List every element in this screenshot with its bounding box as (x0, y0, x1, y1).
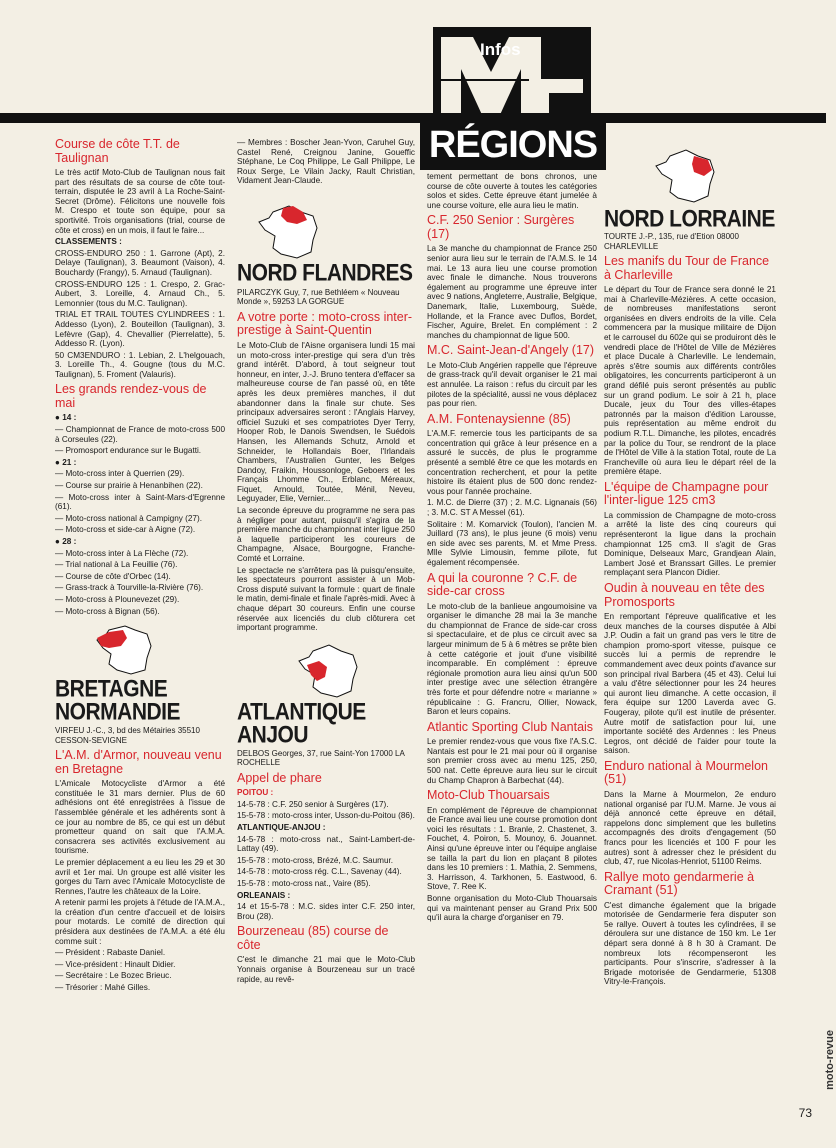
list-item: — Trésorier : Mahé Gilles. (55, 983, 151, 993)
page-number: 73 (798, 1106, 812, 1120)
list-item: — Secrétaire : Le Bozec Brieuc. (55, 971, 172, 981)
paragraph: Le Moto-Club Angérien rappelle que l'épreuve de grass-track qu'il devait organiser le 21 mai est annulée. La raison : refus du circuit par les pilotes de la spécialité, aussi ne vous déplacez pas pour rien. (427, 360, 597, 409)
france-map-bretagne-icon (95, 624, 155, 676)
france-map-atlantique-icon (297, 643, 361, 699)
header-rule (0, 113, 826, 123)
list-item: — Moto-cross national à Campigny (27). (55, 513, 202, 523)
list-item: — Moto-cross inter à Querrien (29). (55, 469, 185, 479)
infos-label: Infos (480, 40, 521, 59)
list-item: — Course sur prairie à Henanbihen (22). (55, 481, 203, 491)
list-item: 14-5-78 : C.F. 250 senior à Surgères (17). (237, 799, 389, 809)
correspondent: VIRFEU J.-C., 3, bd des Métairies 35510 CESSON-SEVIGNE (55, 726, 200, 745)
paragraph: L'Amicale Motocycliste d'Armor a été constituée le 31 mars dernier. Plus de 60 adhésions ont été enregistrées à l'issue de l'assemblée générale et les adhérents sont à ce jour au nombre de 85, ce qui est un début prometteur quand on sait que l'A.M.A. consacrera ses activités exclusivement au tourisme. (55, 779, 225, 856)
paragraph: L'A.M.F. remercie tous les participants de sa concentration qui grâce à leur présence en a assuré le succès, de plus le programme présenté a semblé être ce que les motards en concentration recherchent, et pour la petite histoire ils étaient plus de 500 donc rendez-vous pour l'année prochaine. (427, 429, 597, 496)
list-item: 14-5-78 : moto-cross rég. C.L., Savenay (44). (237, 867, 402, 877)
heading-cramant: Rallye moto gendarmerie à Cramant (51) (604, 869, 755, 898)
subheading: POITOU : (237, 788, 274, 798)
list-item: 15-5-78 : moto-cross, Brézé, M.C. Saumur. (237, 855, 394, 865)
paragraph: — Membres : Boscher Jean-Yvon, Caruhel Guy, Castel René, Creignou Janine, Goueffic Stéphane, Le Coq Philippe, Le Gall Philippe, Le Roux Serge, Le Vilain Jacky, Rault Christian, Vidament Jean-Claude. (237, 138, 415, 186)
magazine-name: moto-revue (824, 1030, 836, 1090)
list-item: — Promosport endurance sur le Bugatti. (55, 446, 202, 456)
paragraph: La commission de Champagne de moto-cross a arrêté la liste des cinq coureurs qui représenteront la ligue dans la prochain championnat 125 cm3. Il s'agit de Gras Dominique, Delseaux Marc, Grandjean Alain, Lambert José et Branssart Gilles. Le premier remplaçant sera Plancon Didier. (604, 510, 776, 578)
heading-saint-quentin: A votre porte : moto-cross inter-prestige à Saint-Quentin (237, 309, 413, 338)
list-item: — Président : Rabaste Daniel. (55, 948, 166, 958)
list-item: 15-5-78 : moto-cross nat., Vaire (85). (237, 879, 371, 889)
region-title-lorraine: NORD LORRAINE (604, 205, 775, 233)
subheading: ATLANTIQUE-ANJOU : (237, 823, 326, 833)
column-3 (427, 172, 597, 1138)
paragraph: Le départ du Tour de France sera donné le 21 mai à Charleville-Mézières. A cette occasion, de nombreuses manifestations seront organisées en divers endroits de la ville. Cela commencera par la musique militaire de Dijon et le carrousel du 602e qui se produiront dès le vendredi place de l'Hôtel de Ville de Mézières et place Ducale à Charleville. Le lendemain, après s'être soumis aux différents contrôles obligatoires, les concurrents participeront à un grand défilé puis seront présentés au public sur un grand podium. Le soir à 21 h, place Ducale, jeux du Tour des villes-étapes patronnés par la maison d'édition Larousse, puis représentation au même endroit du podium R.T.L. Dimanche, les pilotes, encadrés par la police du Tour, se rendront de la place de l'Hôtel de Ville à la station Total, route de La Francheville où aura lieu le départ réel de la première étape. (604, 285, 776, 477)
heading-oudin: Oudin à nouveau en tête des Promosports (604, 581, 765, 609)
paragraph: C'est le dimanche 21 mai que le Moto-Club Yonnais organise à Bourzeneau sur un tracé rapide, au revê- (237, 955, 415, 984)
france-map-nord-icon (257, 204, 321, 260)
paragraph: tement permettant de bons chronos, une course de côte ouverte à toutes les catégories solos et sides. Cette épreuve étant jumelée à une course voiture, elle aura lieu le matin. (427, 172, 597, 210)
heading-fontenaysienne: A.M. Fontenaysienne (85) (427, 411, 571, 426)
heading-appel-de-phare: Appel de phare (237, 770, 322, 785)
list-item: — Moto-cross inter à Saint-Mars-d'Egrenne (61). (55, 492, 225, 512)
correspondent: PILARCZYK Guy, 7, rue Bethléem « Nouveau Monde », 59253 LA GORGUE (237, 287, 400, 307)
correspondent: TOURTE J.-P., 135, rue d'Etion 08000 CHARLEVILLE (604, 232, 739, 251)
paragraph: CLASSEMENTS : (55, 237, 122, 247)
list-item: — Moto-cross à Bignan (56). (55, 606, 160, 616)
list-item: 14 et 15-5-78 : M.C. sides inter C.F. 250 inter, Brou (28). (237, 902, 415, 921)
heading-bourzeneau: Bourzeneau (85) course de côte (237, 924, 389, 952)
heading-surgeres: C.F. 250 Senior : Surgères (17) (427, 213, 575, 241)
list-item: ● 14 : (55, 413, 77, 423)
list-item: ● 21 : (55, 457, 77, 467)
heading-thouarsais: Moto-Club Thouarsais (427, 788, 550, 803)
heading-taulignan: Course de côte T.T. de Taulignan (55, 137, 180, 165)
heading-champagne: L'équipe de Champagne pour l'inter-ligue 125 cm3 (604, 479, 769, 508)
paragraph: Le premier déplacement a eu lieu les 29 et 30 avril et 1er mai. Un groupe est allé visiter les gorges du Tarn avec l'Amicale Motocycliste de Rennes, l'autre les châteaux de la Loire. (55, 857, 225, 896)
column-4 (604, 128, 776, 1138)
list-item: — Championnat de France de moto-cross 500 à Corseules (22). (55, 425, 225, 444)
heading-saint-jean: M.C. Saint-Jean-d'Angely (17) (427, 343, 595, 358)
column-1 (55, 128, 225, 1138)
paragraph: C'est dimanche également que la brigade motorisée de Gendarmerie fera disputer son 5e rallye. Ouvert à toutes les cylindrées, il se déroulera sur une distance de 150 km. Le 1er départ sera donné à 8 h 30 à Cramant. De nombreux lots récompenseront les participants. Pour s'inscrire, s'adresser à la Brigade motorisée de Gendarmerie, 51308 Vitry-le-François. (604, 900, 776, 987)
paragraph: Solitaire : M. Komarvick (Toulon), l'ancien M. Juillard (73 ans), le plus jeune (6 mois) venu en side avec ses parents, M. et Mme Press. Mlle Sylvie Limousin, femme pilote, fut également récompensée. (427, 519, 597, 567)
paragraph: La 3e manche du championnat de France 250 senior aura lieu sur le terrain de l'A.M.S. le 14 mai. Le 13 aura lieu une course promotion avec finale le dimanche. Nous trouverons également au programme une épreuve inter avec 9 nations, Angleterre, Australie, Belgique, Danemark, Italie, Luxembourg, Suède, Hollande, et la France avec Duflos, Bordet, Fischer, Aguire, Brelet. En complément : 2 manches du championnat de ligue 500. (427, 244, 597, 340)
list-item: 15-5-78 : moto-cross inter, Usson-du-Poitou (86). (237, 811, 415, 821)
region-title-nord-flandres: NORD FLANDRES (237, 259, 413, 287)
paragraph: 1. M.C. de Dierre (37) ; 2. M.C. Lignanais (56) ; 3. M.C. ST A Messel (61). (427, 498, 597, 518)
regions-title: RÉGIONS (420, 120, 606, 170)
region-title-bretagne: BRETAGNE NORMANDIE (55, 675, 180, 726)
region-title-atlantique: ATLANTIQUE ANJOU (237, 698, 366, 748)
list-item: 14-5-78 : moto-cross nat., Saint-Lambert-de-Lattay (49). (237, 834, 415, 854)
paragraph: CROSS-ENDURO 250 : 1. Garrone (Apt), 2. Delaye (Taulignan), 3. Beaumont (Vaison), 4. Bouchardy (Frangy), 5. Arnaud (Taulignan). (55, 248, 225, 277)
paragraph: A retenir parmi les projets à l'étude de l'A.M.A., la création d'un centre d'accueil et de loisirs pour motards. Le comité de direction qui présidera aux destinées de l'A.M.A. a été élu comme suit : (55, 898, 225, 946)
paragraph: 50 CM3ENDURO : 1. Lebian, 2. L'helgouach, 3. Loreille Th., 4. Gougne (tous du M.C. Taulignan), 5. Froment (Valauris). (55, 350, 225, 379)
paragraph: En remportant l'épreuve qualificative et les deux manches de la courses disputée à Albi J.P. Oudin a fait un grand pas vers le titre de champion promo-sport vitesse, puisque ce succès lui a permis de reprendre le commandement avec deux points d'avance sur son principal rival Barbera (45 et 43). Celui lui a valu d'être sélectionner pour les 24 heures qui auront lieu dimanche. A cette occasion, il fera équipe sur 1200 Laverda avec G. Fougeray, pilote qu'il est inutile de présenter. Autre motif de satisfaction pour lui, une importante société des Ardennes : les Pneus Legros, ont décidé de l'aider pour toute la saison. (604, 612, 776, 756)
correspondent: DELBOS Georges, 37, rue Saint-Yon 17000 LA ROCHELLE (237, 748, 405, 768)
paragraph: Le moto-club de la banlieue angoumoisine va organiser le dimanche 28 mai la 3e manche du championnat de France de side-car cross si spectaculaire, et de plus ce circuit avec sa largeur minimum de 5 à 6 mètres se prête bien à cette catégorie et jouit d'une visibilité incomparable. En complément : épreuve régionale promotion aura lieu ainsi qu'un 500 inter prestige avec une sélection étrangère très forte et pour défendre notre « marianne » républicaine : G. Francru, Ollier, Nowack, Baron et leurs copains. (427, 601, 597, 717)
paragraph: TRIAL ET TRAIL TOUTES CYLINDREES : 1. Addesso (Lyon), 2. Bouteillon (Taulignan), 3. Lefèvre (Gap), 4. Chevallier (Pierrelatte), 5. Addesso R. (Lyon). (55, 310, 225, 349)
list-item: — Moto-cross et side-car à Aigne (72). (55, 525, 196, 535)
heading-nantais: Atlantic Sporting Club Nantais (427, 719, 594, 734)
heading-rendez-vous: Les grands rendez-vous de mai (55, 382, 207, 410)
heading-mourmelon: Enduro national à Mourmelon (51) (604, 758, 768, 787)
paragraph: Dans la Marne à Mourmelon, 2e enduro national organisé par l'U.M. Marne. Je vous ai déjà annoncé cette épreuve en détail, rappelons donc simplement que les bulletins accompagnés des droits d'engagement (50 francs pour les licenciés et 100 F pour les autres) sont à adresser chez le président du club, 47, rue Nicolas-Henriot, 51100 Reims. (604, 789, 776, 867)
list-item: — Trial national à La Feuillie (76). (55, 560, 178, 570)
heading-charleville: Les manifs du Tour de France à Charleville (604, 254, 770, 282)
list-item: — Grass-track à Tourville-la-Rivière (76). (55, 583, 204, 593)
heading-side-car: A qui la couronne ? C.F. de side-car cross (427, 570, 578, 599)
heading-armor: L'A.M. d'Armor, nouveau venu en Bretagne (55, 748, 222, 776)
subheading: ORLEANAIS : (237, 890, 291, 900)
paragraph: Le premier rendez-vous que vous fixe l'A.S.C. Nantais est pour le 21 mai pour où il organise son premier cross avec au menu 125, 250, 500 nat. Cette épreuve aura lieu sur le circuit du Champ Chapron à Barbechat (44). (427, 737, 597, 785)
paragraph: Le spectacle ne s'arrêtera pas là puisqu'ensuite, les spectateurs pourront assister à un Mob-Cross disputé suivant la formule : quart de finale le matin, demi-finale et finale l'après-midi. Avec à chaque départ 30 coureurs. Enfin une course réservée aux licenciés du club clôturera cet important programme. (237, 565, 415, 633)
list-item: — Vice-président : Hinault Didier. (55, 959, 176, 969)
paragraph: La seconde épreuve du programme ne sera pas à négliger pour autant, puisqu'il s'agira de la première manche du championnat inter ligue 250 à laquelle participeront les coureurs de Champagne, Alsace, Bourgogne, Franche-Comté et Lorraine. (237, 506, 415, 564)
list-item: — Course de côte d'Orbec (14). (55, 571, 171, 581)
list-item: ● 28 : (55, 537, 77, 546)
france-map-lorraine-icon (654, 148, 718, 204)
paragraph: Le Moto-Club de l'Aisne organisera lundi 15 mai un moto-cross inter-prestige qui sera d'un très grand intérêt. D'abord, à tout seigneur tout honneur, en inter, J.-J. Bruno tentera d'effacer sa malheureuse course de l'an passé où, en tête après les deux premières manches, il dut abandonner dans la finale sur chute. Ses principaux adversaires seront : l'Anglais Harvey, officiel Suzuki et ses compatriotes Dyer Terry, Hooper Rob, le Danois Swendsen, le Suédois Hansen, les Allemands Schutz, Arnold et Schneider, le Hollandais Boer, l'Irlandais Chambers, l'Australien Gunter, les Belges Dandoy, Fraikin, Houssonloge, Geboers et les Français Lhomme Ch., Erblanc, Méreaux, Fiquet, Arnould, Toutée, Ménil, Neveu, Leguyader, Elie, Vernier... (237, 340, 415, 504)
paragraph: Bonne organisation du Moto-Club Thouarsais qui va maintenant penser au Grand Prix 500 qu'il aura la charge d'organiser en 79. (427, 894, 597, 923)
list-item: — Moto-cross inter à La Flèche (72). (55, 548, 189, 558)
list-item: — Moto-cross à Plounevezet (29). (55, 594, 180, 604)
paragraph: CROSS-ENDURO 125 : 1. Crespo, 2. Grac-Aubert, 3. Loreille, 4. Arnaud Ch., 5. Lemonnier (tous du M.C. Taulignan). (55, 279, 225, 308)
column-2 (237, 128, 415, 1138)
paragraph: Le très actif Moto-Club de Taulignan nous fait part des résultats de sa course de côte tout-terrain, disputée le 23 avril à La Roche-Saint-Secret (Drôme). Félicitons une nouvelle fois M. Crespo et toute son équipe, pour sa sportivité. Trois organisations (trial, course de côte et cross) en un mois, il faut le faire... (55, 168, 225, 235)
paragraph: En complément de l'épreuve de championnat de France avai lieu une course promotion dont voici les résultats : 1. Branle, 2. Chastenet, 3. Fouchet, 4. Poiron, 5. Mounoy, 6. Jouannet. Ainsi qu'une épreuve inter ou l'équipe anglaise se tailla la part du lion en plaçant 8 pilotes dans les 10 premiers : 1. Mathia, 2. Semmens, 3. Harrisson, 4. Tarkhonen, 5. Eastwood, 6. Stove, 7. Ree K. (427, 805, 597, 892)
